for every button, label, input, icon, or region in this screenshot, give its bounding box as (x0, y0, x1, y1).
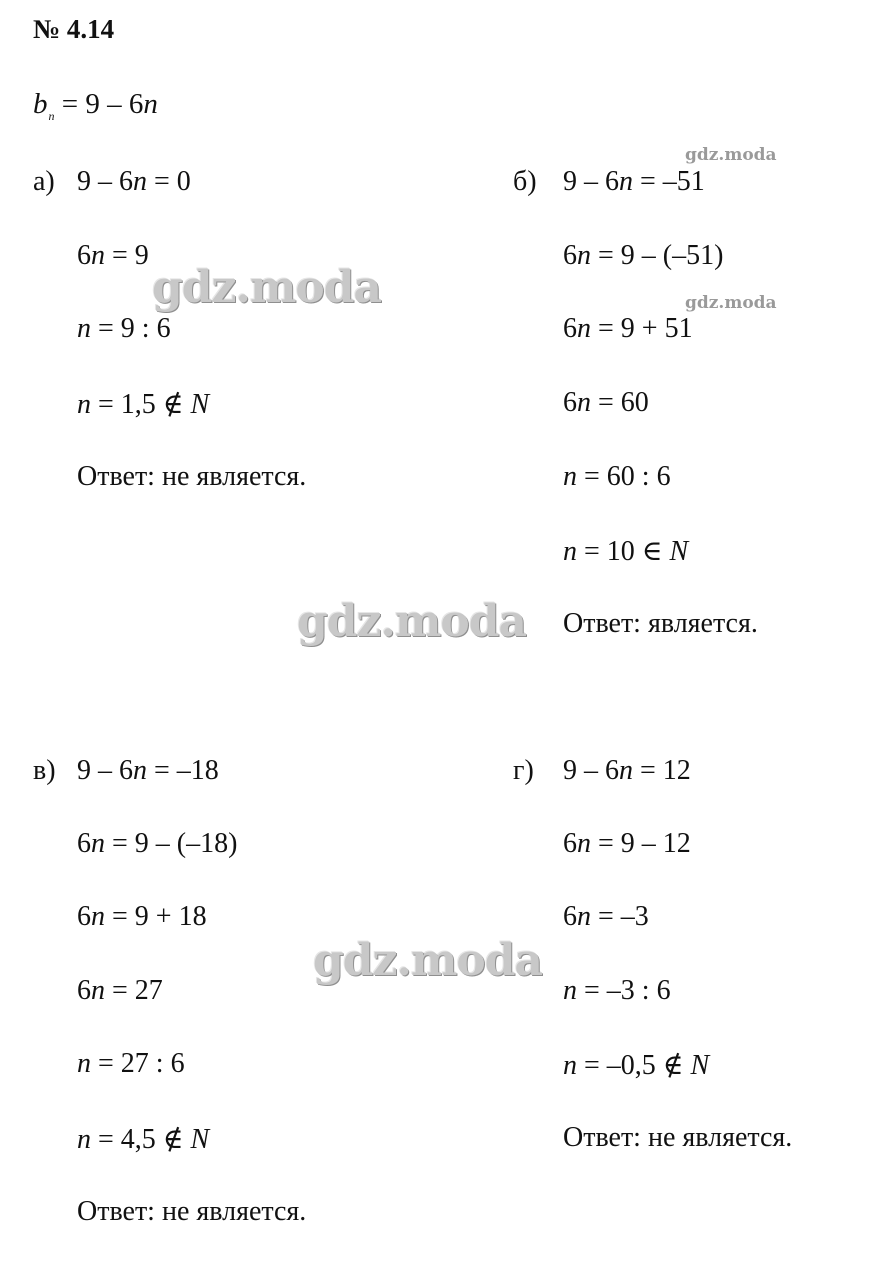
equation-line: n = –0,5 ∉ N (563, 1050, 710, 1081)
answer-text: Ответ: не является. (563, 1122, 793, 1153)
equation-line: 6n = –3 (563, 901, 649, 932)
watermark: gdz.moda (152, 262, 382, 313)
section-label-v: в) (33, 755, 56, 786)
equation-line: n = 9 : 6 (77, 313, 171, 344)
equation-line: 6n = 9 – (–18) (77, 828, 238, 859)
answer-text: Ответ: является. (563, 608, 758, 639)
watermark: gdz.moda (297, 596, 527, 647)
equation-line: 9 – 6n = –18 (77, 755, 219, 786)
equation-line: n = 10 ∈ N (563, 536, 689, 567)
problem-number: № 4.14 (33, 14, 115, 44)
sequence-formula: $b_n = 9 - 6n$ (33, 88, 158, 123)
equation-line: n = 4,5 ∉ N (77, 1124, 210, 1155)
equation-line: 6n = 9 – (–51) (563, 240, 724, 271)
equation-line: 6n = 60 (563, 387, 649, 418)
equation-line: n = 60 : 6 (563, 461, 671, 492)
equation-line: n = 1,5 ∉ N (77, 389, 210, 420)
equation-line: 6n = 9 – 12 (563, 828, 691, 859)
equation-line: 9 – 6n = 12 (563, 755, 691, 786)
equation-line: n = –3 : 6 (563, 975, 671, 1006)
watermark: gdz.moda (685, 145, 777, 165)
equation-line: 6n = 27 (77, 975, 163, 1006)
equation-line: 6n = 9 + 18 (77, 901, 207, 932)
watermark: gdz.moda (313, 935, 543, 986)
equation-line: 6n = 9 + 51 (563, 313, 693, 344)
answer-text: Ответ: не является. (77, 1196, 307, 1227)
section-label-g: г) (513, 755, 534, 786)
watermark: gdz.moda (685, 293, 777, 313)
answer-text: Ответ: не является. (77, 461, 307, 492)
equation-line: 9 – 6n = –51 (563, 166, 705, 197)
section-label-b: б) (513, 166, 537, 197)
equation-line: n = 27 : 6 (77, 1048, 185, 1079)
section-label-a: а) (33, 166, 55, 197)
equation-line: 9 – 6n = 0 (77, 166, 191, 197)
equation-line: 6n = 9 (77, 240, 149, 271)
